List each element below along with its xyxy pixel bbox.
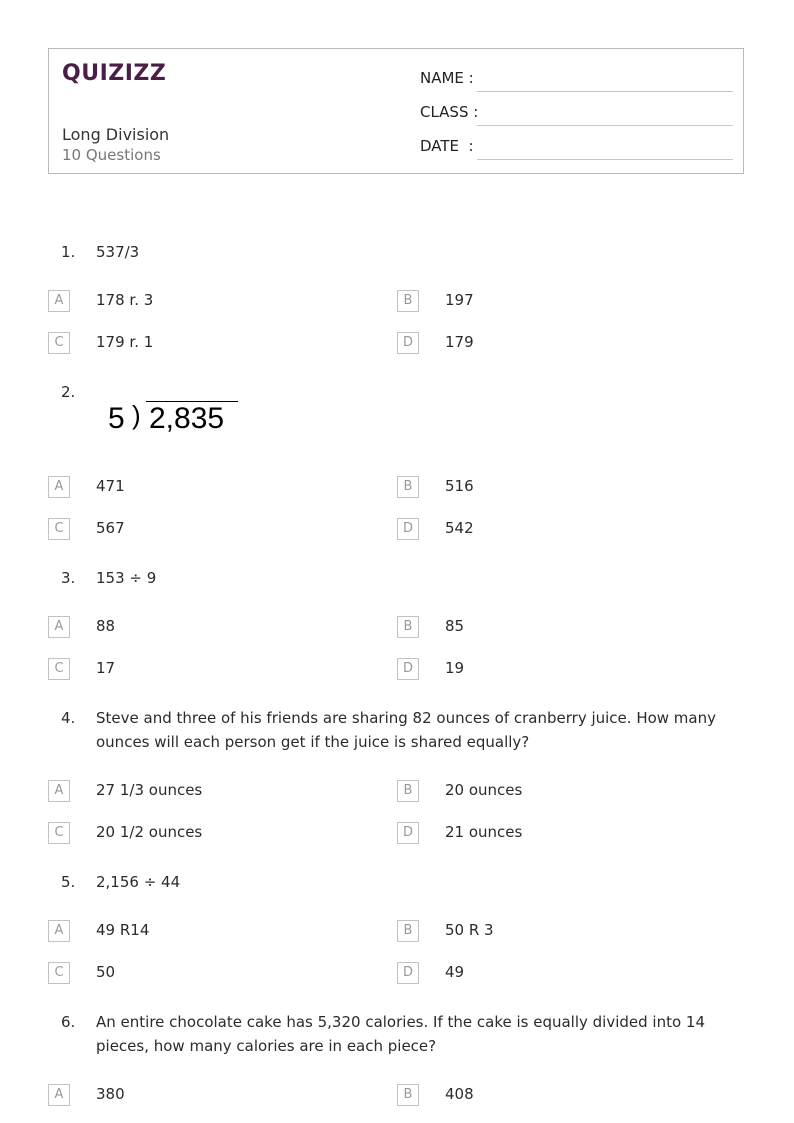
class-line[interactable] [477,125,733,126]
option-letter-box: B [397,290,419,312]
option-text: 50 R 3 [445,921,494,939]
option-text: 516 [445,477,474,495]
option-d[interactable] [397,332,697,354]
option-text: 542 [445,519,474,537]
option-a[interactable] [48,1084,348,1106]
division-bracket-icon: ) [132,400,141,430]
option-text: 49 R14 [96,921,150,939]
option-a[interactable] [48,780,348,802]
option-text: 85 [445,617,465,635]
option-letter-box: D [397,518,419,540]
option-text: 567 [96,519,125,537]
option-b[interactable] [397,476,697,498]
worksheet-header [48,48,744,174]
name-line[interactable] [477,91,733,92]
option-c[interactable] [48,658,348,680]
long-division-image [108,398,238,440]
option-letter-box: C [48,518,70,540]
name-label: NAME : [420,69,474,87]
option-text: 408 [445,1085,474,1103]
option-letter-box: B [397,920,419,942]
option-letter-box: A [48,1084,70,1106]
option-a[interactable] [48,920,348,942]
option-text: 27 1/3 ounces [96,781,203,799]
option-text: 19 [445,659,465,677]
question-text: 2,156 ÷ 44 [96,873,181,891]
option-letter-box: A [48,476,70,498]
option-letter-box: B [397,1084,419,1106]
class-label: CLASS : [420,103,479,121]
option-letter-box: D [397,332,419,354]
option-text: 20 1/2 ounces [96,823,203,841]
option-text: 179 r. 1 [96,333,154,351]
question-number: 5. [61,873,76,891]
date-field[interactable] [420,137,733,161]
date-label: DATE : [420,137,474,155]
option-letter-box: D [397,658,419,680]
option-d[interactable] [397,962,697,984]
option-d[interactable] [397,518,697,540]
option-c[interactable] [48,822,348,844]
option-b[interactable] [397,1084,697,1106]
question-text: An entire chocolate cake has 5,320 calories. If the cake is equally divided into 14 pieces, how many calories are in each piece? [96,1013,706,1055]
option-letter-box: B [397,476,419,498]
option-text: 178 r. 3 [96,291,154,309]
option-c[interactable] [48,962,348,984]
option-b[interactable] [397,920,697,942]
question-text: 153 ÷ 9 [96,569,157,587]
option-text: 20 ounces [445,781,523,799]
date-line[interactable] [477,159,733,160]
option-text: 380 [96,1085,125,1103]
question-number: 1. [61,243,76,261]
option-letter-box: D [397,962,419,984]
option-letter-box: A [48,616,70,638]
option-letter-box: C [48,962,70,984]
option-c[interactable] [48,518,348,540]
option-letter-box: C [48,822,70,844]
option-letter-box: A [48,780,70,802]
option-text: 17 [96,659,116,677]
option-a[interactable] [48,476,348,498]
question-text: 537/3 [96,243,140,261]
option-letter-box: C [48,658,70,680]
option-letter-box: D [397,822,419,844]
option-letter-box: A [48,920,70,942]
divisor: 5 [108,402,125,435]
class-field[interactable] [420,103,733,127]
option-text: 49 [445,963,465,981]
option-a[interactable] [48,616,348,638]
option-letter-box: C [48,332,70,354]
name-field[interactable] [420,69,733,93]
option-text: 179 [445,333,474,351]
option-text: 197 [445,291,474,309]
option-b[interactable] [397,616,697,638]
option-d[interactable] [397,822,697,844]
question-number: 2. [61,383,76,401]
quiz-title: Long Division [62,125,170,144]
option-text: 21 ounces [445,823,523,841]
option-a[interactable] [48,290,348,312]
option-b[interactable] [397,780,697,802]
question-number: 6. [61,1013,76,1031]
option-c[interactable] [48,332,348,354]
option-letter-box: B [397,780,419,802]
option-letter-box: B [397,616,419,638]
option-d[interactable] [397,658,697,680]
dividend: 2,835 [149,402,225,435]
question-text: Steve and three of his friends are sharing 82 ounces of cranberry juice. How many ounces will each person get if the juice is shared equally? [96,709,716,751]
quizizz-logo: QUIZIZZ [62,61,167,86]
option-text: 88 [96,617,116,635]
question-number: 4. [61,709,76,727]
question-count: 10 Questions [62,146,161,164]
option-text: 471 [96,477,125,495]
option-b[interactable] [397,290,697,312]
option-letter-box: A [48,290,70,312]
question-number: 3. [61,569,76,587]
option-text: 50 [96,963,116,981]
